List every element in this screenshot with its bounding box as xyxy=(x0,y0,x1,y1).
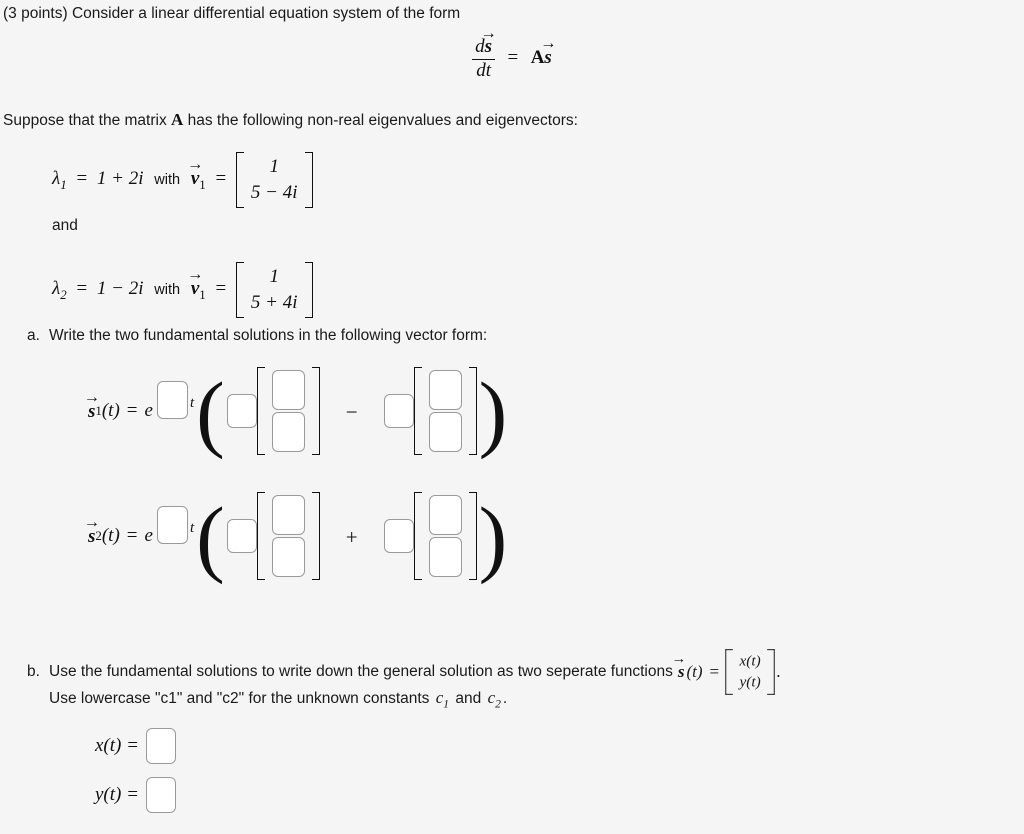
s2-exponent-input[interactable] xyxy=(157,506,188,544)
open-paren: ( xyxy=(196,364,225,461)
s1-term1-row1 xyxy=(268,411,309,453)
xy-entry-0: x(t) xyxy=(739,653,761,670)
s1-term2-scalar-input[interactable] xyxy=(384,394,414,428)
s1-term2-matrix xyxy=(414,367,477,455)
answer-line-x xyxy=(95,728,176,764)
s1-exponent-input[interactable] xyxy=(157,381,188,419)
s2-term1-scalar-input[interactable] xyxy=(227,519,257,553)
lambda-1-equals: = xyxy=(76,168,88,190)
constant-c2: $c_2$ xyxy=(487,688,501,711)
eigenvector-2-subscript: 1 xyxy=(199,286,206,302)
points-label: (3 points) xyxy=(3,5,68,22)
s-vector-rhs: → s xyxy=(540,34,557,68)
s1-term1-matrix xyxy=(257,367,320,455)
eigenvector-2-entry-0: 1 xyxy=(269,266,279,287)
s2-equals: = xyxy=(126,525,138,546)
c1-subscript: 1 xyxy=(443,697,450,711)
y-of-t-input[interactable] xyxy=(146,777,176,813)
vector-arrow-icon: → xyxy=(83,388,100,406)
s2-term1-entry-0-input[interactable] xyxy=(272,495,305,535)
c2-subscript: 2 xyxy=(495,697,501,711)
fraction-denominator: dt xyxy=(476,59,491,81)
answer-line-y xyxy=(95,777,176,813)
lambda-2-subscript: 2 xyxy=(60,286,67,302)
solution-row-2 xyxy=(83,489,509,586)
s1-subscript: 1 xyxy=(95,403,102,418)
close-paren: ) xyxy=(478,489,508,586)
s2-term1-matrix xyxy=(257,492,320,580)
question-intro xyxy=(3,5,460,24)
s1-term1-scalar-input[interactable] xyxy=(227,394,257,428)
s2-operator: + xyxy=(345,524,358,549)
s2-exp-base: e xyxy=(144,525,153,546)
y-of-t-label: y(t) xyxy=(95,784,122,805)
s1-exponent-group xyxy=(157,381,194,419)
s1-exp-base: e xyxy=(144,400,153,421)
lambda-1-value: 1 + 2i xyxy=(96,168,144,190)
s2-term1-row1 xyxy=(268,536,309,578)
xy-entry-1: y(t) xyxy=(739,673,761,691)
eigenvector-1-entry-1: 5 − 4i xyxy=(250,181,298,203)
eigenvector-2-equals: = xyxy=(215,278,227,300)
lambda-2-symbol: $\lambda_2$ xyxy=(52,278,67,302)
vector-arrow-icon: → xyxy=(83,513,100,531)
part-a-marker: a. xyxy=(27,327,40,344)
eigenvector-2-matrix xyxy=(236,262,313,318)
vector-arrow-icon: → xyxy=(540,34,557,52)
eigenvector-1-symbol: → v xyxy=(187,156,203,190)
part-b-text: Use the fundamental solutions to write down the general solution as two seperate functions xyxy=(49,662,673,680)
fraction-numerator xyxy=(472,25,497,60)
x-of-t-label: x(t) xyxy=(95,735,122,756)
s2-term1-entry-1-input[interactable] xyxy=(272,537,305,577)
s2-term2-row1 xyxy=(425,536,466,578)
lambda-2-equals: = xyxy=(76,278,88,300)
part-a-text: Write the two fundamental solutions in the following vector form: xyxy=(49,327,488,344)
constant-c1: $c_1$ xyxy=(435,688,450,711)
suppose-text: Suppose that the matrix A has the following non-real eigenvalues and eigenvectors: xyxy=(3,110,578,129)
vector-arrow-icon: → xyxy=(671,651,686,668)
with-word-1: with xyxy=(154,172,181,189)
with-word-2: with xyxy=(154,282,181,299)
lambda-2-value: 1 − 2i xyxy=(96,278,144,300)
part-a-prompt xyxy=(27,327,487,346)
part-b-instruction-suffix: . xyxy=(502,690,508,707)
s1-term1-entry-1-input[interactable] xyxy=(272,412,305,452)
y-equals: = xyxy=(127,784,139,805)
s2-vector-symbol: → s xyxy=(83,513,100,547)
s2-argument: (t) xyxy=(101,525,120,546)
s1-operator: − xyxy=(345,399,358,424)
s2-label xyxy=(83,513,145,548)
equals-sign: = xyxy=(507,46,519,68)
eigenvector-1-equals: = xyxy=(215,168,227,190)
s1-term2-entry-0-input[interactable] xyxy=(429,370,462,410)
matrix-A-inline: A xyxy=(171,110,184,129)
lambda-1-subscript: 1 xyxy=(60,176,67,192)
open-paren: ( xyxy=(196,489,225,586)
s2-term2-entry-1-input[interactable] xyxy=(429,537,462,577)
eigen-pair-2 xyxy=(52,262,313,318)
eigenvector-1-subscript: 1 xyxy=(199,176,206,192)
close-paren: ) xyxy=(478,364,508,461)
s1-term2-row1 xyxy=(425,411,466,453)
s-argument-b: (t) xyxy=(686,661,703,681)
s2-term2-entry-0-input[interactable] xyxy=(429,495,462,535)
xy-column-vector xyxy=(725,649,775,695)
part-b-equals: = xyxy=(709,661,720,681)
s1-exp-t: t xyxy=(189,395,195,411)
display-equation xyxy=(0,25,1024,81)
s2-term2-matrix xyxy=(414,492,477,580)
s1-vector-symbol: → s xyxy=(83,388,100,422)
eigenvector-2-entry-1: 5 + 4i xyxy=(250,291,298,313)
s2-term1-row0 xyxy=(268,494,309,536)
s-vector-numerator: → s xyxy=(480,25,497,57)
s1-label xyxy=(83,388,145,423)
eigenvector-1-matrix xyxy=(236,152,313,208)
part-b-and: and xyxy=(455,690,482,707)
x-of-t-input[interactable] xyxy=(146,728,176,764)
s1-term1-row0 xyxy=(268,369,309,411)
s1-term2-row0 xyxy=(425,369,466,411)
ds-dt-fraction xyxy=(472,25,497,81)
s2-exp-t: t xyxy=(189,520,195,536)
s2-term2-scalar-input[interactable] xyxy=(384,519,414,553)
eigenvector-1-entry-0: 1 xyxy=(269,156,279,177)
s2-exponent-group xyxy=(157,506,194,544)
and-separator: and xyxy=(52,217,78,234)
eigenvector-2-symbol: → v xyxy=(187,266,203,300)
vector-arrow-icon: → xyxy=(187,156,203,174)
intro-text: Consider a linear differential equation system of the form xyxy=(71,5,461,22)
s1-argument: (t) xyxy=(101,400,120,421)
s-vector-b: → s xyxy=(671,651,686,682)
matrix-A-symbol: A xyxy=(530,46,545,68)
lambda-1-symbol: $\lambda_1$ xyxy=(52,168,67,192)
vector-arrow-icon: → xyxy=(187,266,203,284)
s2-term2-row0 xyxy=(425,494,466,536)
part-b-period: . xyxy=(776,661,781,681)
vector-arrow-icon: → xyxy=(480,25,497,42)
eigen-pair-1 xyxy=(52,152,313,208)
s1-equals: = xyxy=(126,400,138,421)
part-b-marker: b. xyxy=(27,662,40,680)
s2-subscript: 2 xyxy=(95,528,102,543)
solution-row-1 xyxy=(83,364,509,461)
s1-term2-entry-1-input[interactable] xyxy=(429,412,462,452)
s1-term1-entry-0-input[interactable] xyxy=(272,370,305,410)
part-b-instruction xyxy=(49,688,507,711)
part-b-instruction-prefix: Use lowercase "c1" and "c2" for the unknown constants xyxy=(49,690,430,707)
x-equals: = xyxy=(127,735,139,756)
d-symbol: d xyxy=(475,36,485,57)
